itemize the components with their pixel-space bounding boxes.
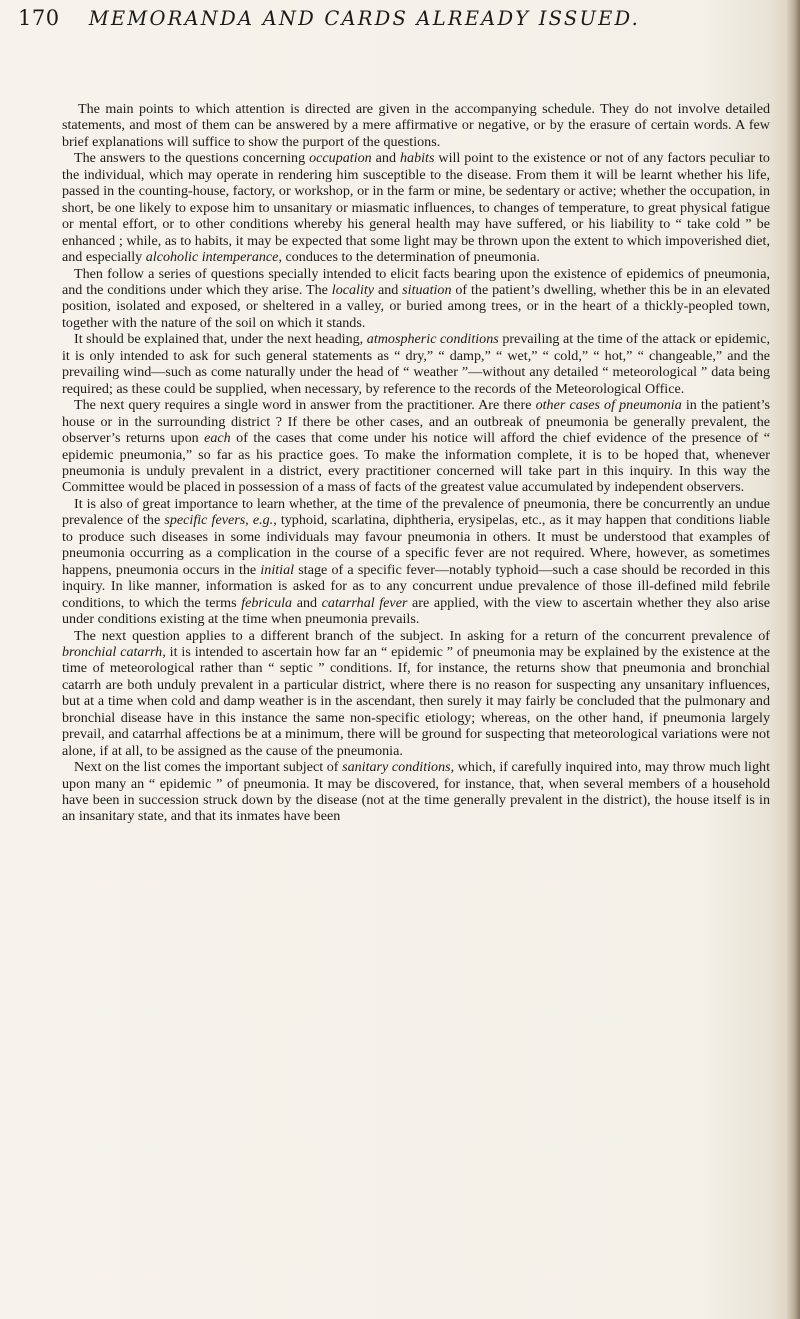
paragraph: [62, 628, 770, 760]
text-run: and: [371, 150, 400, 167]
paragraph: [62, 150, 770, 265]
page-edge-shadow: [786, 0, 800, 1319]
italic-text: atmospheric conditions: [366, 331, 499, 348]
text-run: It should be explained that, under the next heading,: [74, 331, 367, 348]
text-run: , which, if carefully inquired into, may throw much light upon many an “ epidemic ” of pneumonia. It may be discovered, for instance, that, when several members of a household have been in succession struck down by the disease (not at the time generally prevalent in the district), the house itself is in an insanitary state, and that its inmates have been: [62, 759, 770, 825]
italic-text: alcoholic intemperance: [145, 249, 279, 266]
italic-text: locality: [331, 281, 375, 298]
text-run: stage of a specific fever—notably typhoid—such a case should be recorded in this inquiry. In like manner, information is asked for as to any concurrent undue prevalence of those ill-defined mild febrile conditions, to which the terms: [62, 561, 770, 611]
paragraph: [62, 101, 770, 150]
text-run: prevailing at the time of the attack or epidemic, it is only intended to ask for such general statements as “ dry,” “ damp,” “ wet,” “ cold,” “ hot,” “ changeable,” and the prevailing wind—such as come naturally under the head of “ weather ”—without any detailed “ meteorological ” data being required; as these could be supplied, when necessary, by reference to the records of the Meteorological Office.: [62, 331, 770, 397]
body-text: [62, 101, 770, 825]
paragraph: [62, 266, 770, 332]
italic-text: sanitary conditions: [342, 759, 451, 776]
italic-text: occupation: [309, 150, 372, 167]
italic-text: each: [204, 430, 231, 447]
text-run: The next question applies to a different branch of the subject. In asking for a return of the concurrent prevalence of: [74, 627, 770, 644]
paragraph: [62, 759, 770, 825]
page-header: [18, 6, 778, 36]
italic-text: bronchial catarrh: [62, 643, 163, 660]
text-run: Next on the list comes the important subject of: [74, 759, 343, 776]
italic-text: febricula: [241, 594, 293, 611]
text-run: The main points to which attention is directed are given in the accompanying schedule. They do not involve detailed statements, and most of them can be answered by a mere affirmative or negative, or by the erasure of certain words. A few brief explanations will suffice to show the purport of the questions.: [62, 101, 770, 150]
italic-text: habits: [399, 150, 435, 167]
text-run: It is also of great importance to learn whether, at the time of the prevalence of pneumonia, there be concurrently an undue prevalence of the: [62, 495, 770, 529]
text-run: of the cases that come under his notice will afford the chief evidence of the presence of “ epidemic pneumonia,” so far as his practice goes. To make the information complete, it is to be hoped that, whenever pneumonia is unduly prevalent in a district, every practitioner concerned will take part in this inquiry. In this way the Committee would be placed in possession of a mass of facts of the greatest value accumulated by independent observers.: [62, 430, 770, 496]
text-run: The answers to the questions concerning: [74, 150, 310, 167]
text-run: in the patient’s house or in the surrounding district ? If there be other cases, and an outbreak of pneumonia be generally prevalent, the observer’s returns upon: [62, 397, 770, 447]
text-run: and: [292, 594, 322, 611]
text-run: Then follow a series of questions specially intended to elicit facts bearing upon the existence of epidemics of pneumonia, and the conditions under which they arise. The: [62, 265, 770, 298]
text-run: are applied, with the view to ascertain whether they also arise under conditions existing at the time when pneumonia prevails.: [62, 594, 770, 628]
text-run: of the patient’s dwelling, whether this be in an elevated position, isolated and exposed, or sheltered in a valley, or buried among trees, or in the heart of a thickly-peopled town, together with the nature of the soil on which it stands.: [62, 281, 770, 331]
italic-text: situation: [402, 281, 452, 298]
page-number: 170: [18, 6, 60, 30]
paragraph: [62, 331, 770, 397]
text-run: , it is intended to ascertain how far an “ epidemic ” of pneumonia may be explained by the existence at the time of meteorological rather than “ septic ” conditions. If, for instance, the returns show that pneumonia and bronchial catarrh are both unduly prevalent in a particular district, where there is no reason for suspecting any unsanitary influences, but at a time when cold and damp weather is in the ascendant, then surely it may fairly be concluded that the pulmonary and bronchial disease have in this instance the same non-specific etiology; whereas, on the other hand, if pneumonia largely prevail, and catarrhal affections be at a minimum, there will be ground for suspecting that meteorological variations were not alone, if at all, to be assigned as the cause of the pneumonia.: [62, 643, 770, 759]
italic-text: initial: [260, 561, 295, 578]
text-run: and: [374, 281, 403, 298]
paragraph: [62, 397, 770, 496]
text-run: , conduces to the determination of pneumonia.: [278, 249, 540, 266]
text-run: will point to the existence or not of any factors peculiar to the individual, which may operate in rendering him susceptible to the disease. From them it will be learnt whether his life, passed in the counting-house, factory, or workshop, or in the farm or mine, be sedentary or active; whether the occupation, in short, be one likely to expose him to unsanitary or miasmatic influences, to changes of temperature, to great physical fatigue or mental effort, or to other conditions whereby his general health may have suffered, or his liability to “ take cold ” be enhanced ; while, as to habits, it may be expected that some light may be thrown upon the extent to which impoverished diet, and especially: [62, 150, 770, 266]
italic-text: other cases of pneumonia: [535, 397, 682, 414]
paragraph: [62, 496, 770, 628]
text-run: The next query requires a single word in answer from the practitioner. Are there: [74, 397, 536, 414]
running-head: MEMORANDA AND CARDS ALREADY ISSUED.: [88, 7, 641, 30]
italic-text: catarrhal fever: [321, 594, 408, 611]
italic-text: specific fevers, e.g.: [164, 512, 274, 529]
text-run: , typhoid, scarlatina, diphtheria, erysipelas, etc., as it may happen that conditions liable to produce such diseases in some individuals may favour pneumonia in others. It must be understood that examples of pneumonia occurring as a complication in the course of a specific fever are not required. Where, however, as sometimes happens, pneumonia occurs in the: [62, 512, 770, 578]
